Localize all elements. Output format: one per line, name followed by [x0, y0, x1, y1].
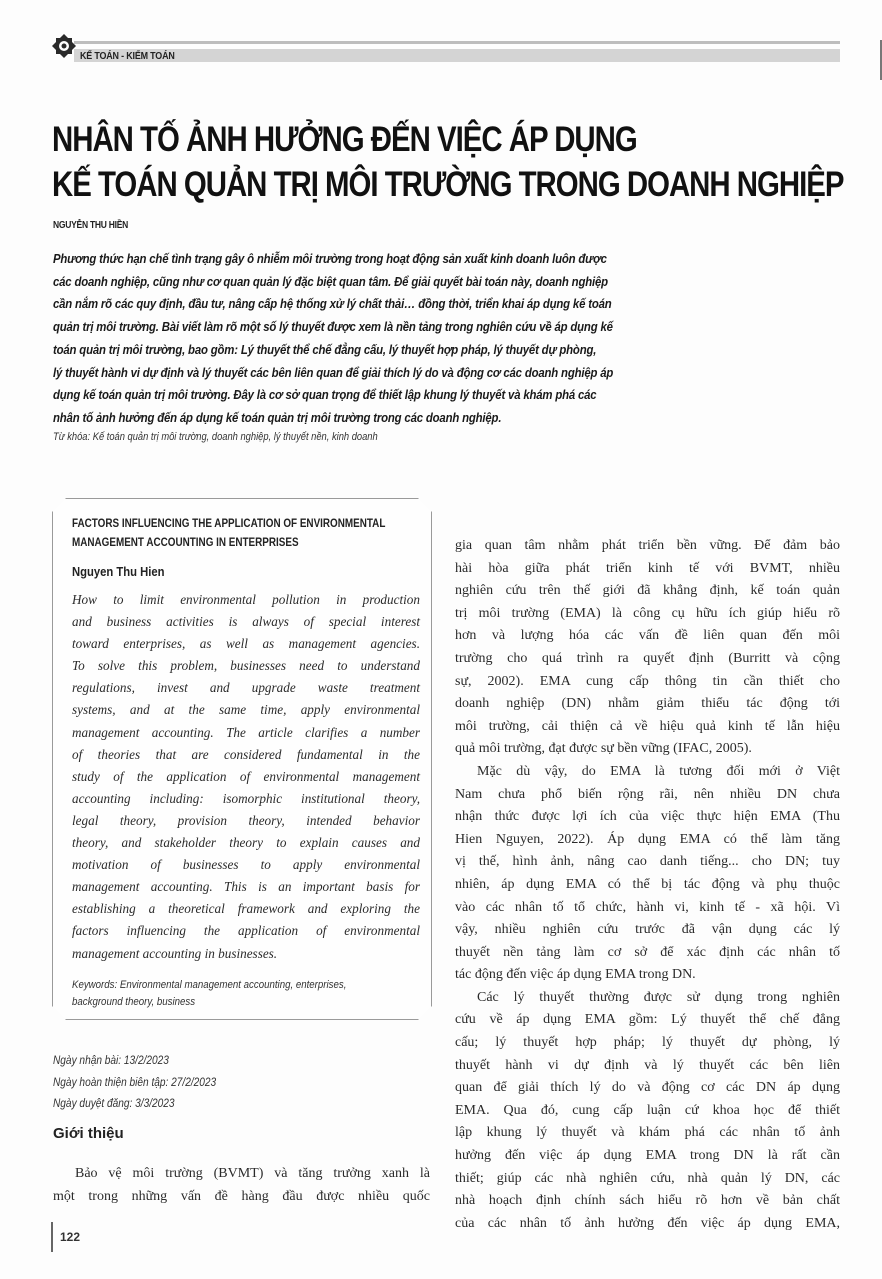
body-line: tác động đến việc áp dụng EMA trong DN. [455, 967, 696, 983]
english-abstract-line: theory, and stakeholder theory to explain causes and [72, 835, 420, 851]
body-line: thiết; giúp các nhà nghiên cứu, nhà quản lý DN, các [455, 1170, 840, 1186]
english-abstract-line: study of the application of environmental management [72, 768, 420, 784]
body-column-right [455, 535, 840, 1235]
body-line: Hien Nguyen, 2022). Áp dụng EMA có thể làm tăng [455, 831, 840, 847]
author-name: NGUYỄN THU HIỀN [53, 220, 129, 231]
header-rule-thin [74, 41, 840, 44]
body-line: Các lý thuyết thường được sử dụng trong nghiên [477, 989, 840, 1005]
body-line: nhiên, áp dụng EMA có thể bị tác động và phụ thuộc [455, 876, 840, 892]
abstract-line: toán quản trị môi trường, bao gồm: Lý thuyết thể chế đẳng cấu, lý thuyết hợp pháp, lý thuyết dự phòng, [53, 341, 597, 357]
body-line: Bảo vệ môi trường (BVMT) và tăng trưởng xanh là [75, 1166, 430, 1181]
body-line: lập khung lý thuyết và khám phá các nhân tố ảnh [455, 1125, 840, 1141]
publication-dates [53, 1051, 216, 1116]
body-line: một trong những vấn đề hàng đầu được nhiều quốc [53, 1188, 430, 1204]
english-abstract-line: toward enterprises, as well as management agencies. [72, 636, 420, 652]
english-title-line: FACTORS INFLUENCING THE APPLICATION OF ENVIRONMENTAL [72, 518, 386, 530]
date-revised: Ngày hoàn thiện biên tập: 27/2/2023 [53, 1076, 217, 1089]
body-line: quan để giải thích lý do và động cơ các DN áp dụng [455, 1080, 840, 1096]
english-abstract-line: management accounting. The article clarifies a number [72, 724, 420, 740]
abstract-line: các doanh nghiệp, cũng như cơ quan quản lý đặc biệt quan tâm. Để giải quyết bài toán này, doanh nghiệp [53, 273, 608, 289]
abstract-line: lý thuyết hành vi dự định và lý thuyết các bên liên quan để giải thích lý do và động cơ các doanh nghiệp áp [53, 364, 614, 380]
title-line: NHÂN TỐ ẢNH HƯỞNG ĐẾN VIỆC ÁP DỤNG [52, 120, 637, 159]
section-heading-introduction: Giới thiệu [53, 1125, 124, 1142]
english-abstract-line: How to limit environmental pollution in production [72, 592, 420, 607]
english-abstract-line: establishing a theoretical framework and exploring the [72, 901, 420, 917]
english-abstract-line: management accounting in businesses. [72, 945, 278, 961]
header-rule-thick [74, 49, 840, 62]
body-line: Nam chưa phổ biến rộng rãi, nên nhiều DN chưa [455, 786, 840, 802]
english-abstract-line: To solve this problem, businesses need to understand [72, 658, 420, 674]
body-line: cấu; lý thuyết hợp pháp; lý thuyết dự phòng, lý [455, 1035, 840, 1051]
body-line: quả môi trường, đạt được sự bền vững (IFAC, 2005). [455, 741, 752, 757]
english-abstract-line: management accounting. This is an important basis for [72, 879, 420, 895]
english-abstract-line: regulations, invest and upgrade waste treatment [72, 680, 420, 696]
body-line: hưởng đến việc áp dụng EMA trong DN là rất cần [455, 1148, 840, 1164]
english-abstract [72, 589, 420, 965]
english-author: Nguyen Thu Hien [72, 565, 165, 579]
english-title-line: MANAGEMENT ACCOUNTING IN ENTERPRISES [72, 537, 299, 549]
body-line: gia quan tâm nhằm phát triển bền vững. Để đảm bảo [455, 538, 840, 553]
date-approved: Ngày duyệt đăng: 3/3/2023 [53, 1098, 175, 1110]
body-line: EMA. Qua đó, cung cấp luận cứ khoa học để thiết [455, 1102, 840, 1118]
english-abstract-line: factors influencing the application of environmental [72, 923, 420, 939]
running-header [52, 28, 840, 62]
section-label: KẾ TOÁN - KIỂM TOÁN [80, 50, 175, 62]
body-line: nhà hoạch định chính sách hiểu rõ hơn về bản chất [455, 1193, 840, 1209]
english-abstract-line: accounting including: isomorphic institutional theory, [72, 790, 420, 806]
english-keywords [72, 977, 406, 1011]
body-line: môi trường, cải thiện cả về hiệu quả kinh tế lẫn hiệu [455, 718, 840, 734]
page-number: 122 [60, 1230, 81, 1244]
abstract-line: Phương thức hạn chế tình trạng gây ô nhiễm môi trường trong hoạt động sản xuất kinh doanh luôn được [53, 251, 607, 266]
english-abstract-line: legal theory, provision theory, intended behavior [72, 812, 420, 828]
body-line: cứu về áp dụng EMA gồm: Lý thuyết thể chế đẳng [455, 1012, 840, 1028]
english-abstract-line: motivation of businesses to apply environmental [72, 857, 420, 873]
date-received: Ngày nhận bài: 13/2/2023 [53, 1055, 169, 1067]
body-line: trường cho quá trình ra quyết định (Burritt và cộng [455, 650, 840, 666]
body-line: thuyết hành vi dự định và lý thuyết các bên liên [455, 1057, 840, 1073]
english-abstract-line: and business activities is always of special interest [72, 614, 420, 630]
keywords-vietnamese: Từ khóa: Kế toán quản trị môi trường, doanh nghiệp, lý thuyết nền, kinh doanh [53, 431, 378, 443]
body-line: sự, 2002). EMA cung cấp thông tin cần thiết cho [455, 673, 840, 689]
body-column-left [53, 1163, 430, 1208]
english-keywords-line: Keywords: Environmental management accounting, enterprises, [72, 979, 347, 991]
abstract-line: cần nắm rõ các quy định, đầu tư, nâng cấp hệ thống xử lý chất thải… đồng thời, triển khai áp dụng kế toán [53, 296, 612, 312]
abstract-line: nhân tố ảnh hưởng đến áp dụng kế toán quản trị môi trường trong các doanh nghiệp. [53, 409, 502, 425]
english-abstract-line: systems, and at the same time, apply environmental [72, 702, 420, 718]
english-keywords-line: background theory, business [72, 996, 196, 1008]
english-abstract-line: of theories that are considered fundamental in the [72, 746, 420, 762]
english-title [72, 515, 386, 553]
body-line: nghiên cứu trên thế giới đã khẳng định, kế toán quản [455, 583, 840, 599]
body-line: của các nhân tố ảnh hưởng đến việc áp dụng EMA, [455, 1215, 840, 1231]
page-number-rule [51, 1222, 53, 1252]
body-line: trị môi trường (EMA) là công cụ hữu ích giúp hiểu rõ [455, 605, 840, 621]
body-line: hài hòa giữa phát triển kinh tế với BVMT, nhiều [455, 560, 840, 576]
title-line: KẾ TOÁN QUẢN TRỊ MÔI TRƯỜNG TRONG DOANH NGHIỆP [52, 165, 844, 204]
abstract-line: dụng kế toán quản trị môi trường. Đây là cơ sở quan trọng để thiết lập khung lý thuyết và khám phá các [53, 387, 597, 403]
gear-diamond-icon [52, 34, 76, 58]
abstract-line: quản trị môi trường. Bài viết làm rõ một số lý thuyết được xem là nền tảng trong nghiên cứu về áp dụng kế [53, 319, 613, 335]
abstract-vietnamese [53, 248, 657, 430]
body-line: thuyết nền tảng làm cơ sở để xác định các nhân tố [455, 944, 840, 960]
body-line: hơn và lượng hóa các vấn đề liên quan đến môi [455, 628, 840, 644]
body-line: vào các nhân tố tổ chức, hành vi, kinh tế - xã hội. Vì [455, 899, 840, 915]
article-title [52, 117, 844, 207]
body-line: vậy, nhiều nghiên cứu trước đã vận dụng các lý [455, 922, 840, 938]
body-line: Mặc dù vậy, do EMA là tương đối mới ở Việt [477, 763, 840, 779]
body-line: doanh nghiệp (DN) nhằm giảm thiểu tác động tới [455, 696, 840, 712]
body-line: vị thế, hình ảnh, nâng cao danh tiếng... cho DN; tuy [455, 854, 840, 870]
body-line: nhận thức được lợi ích của việc thực hiện EMA (Thu [455, 809, 840, 825]
